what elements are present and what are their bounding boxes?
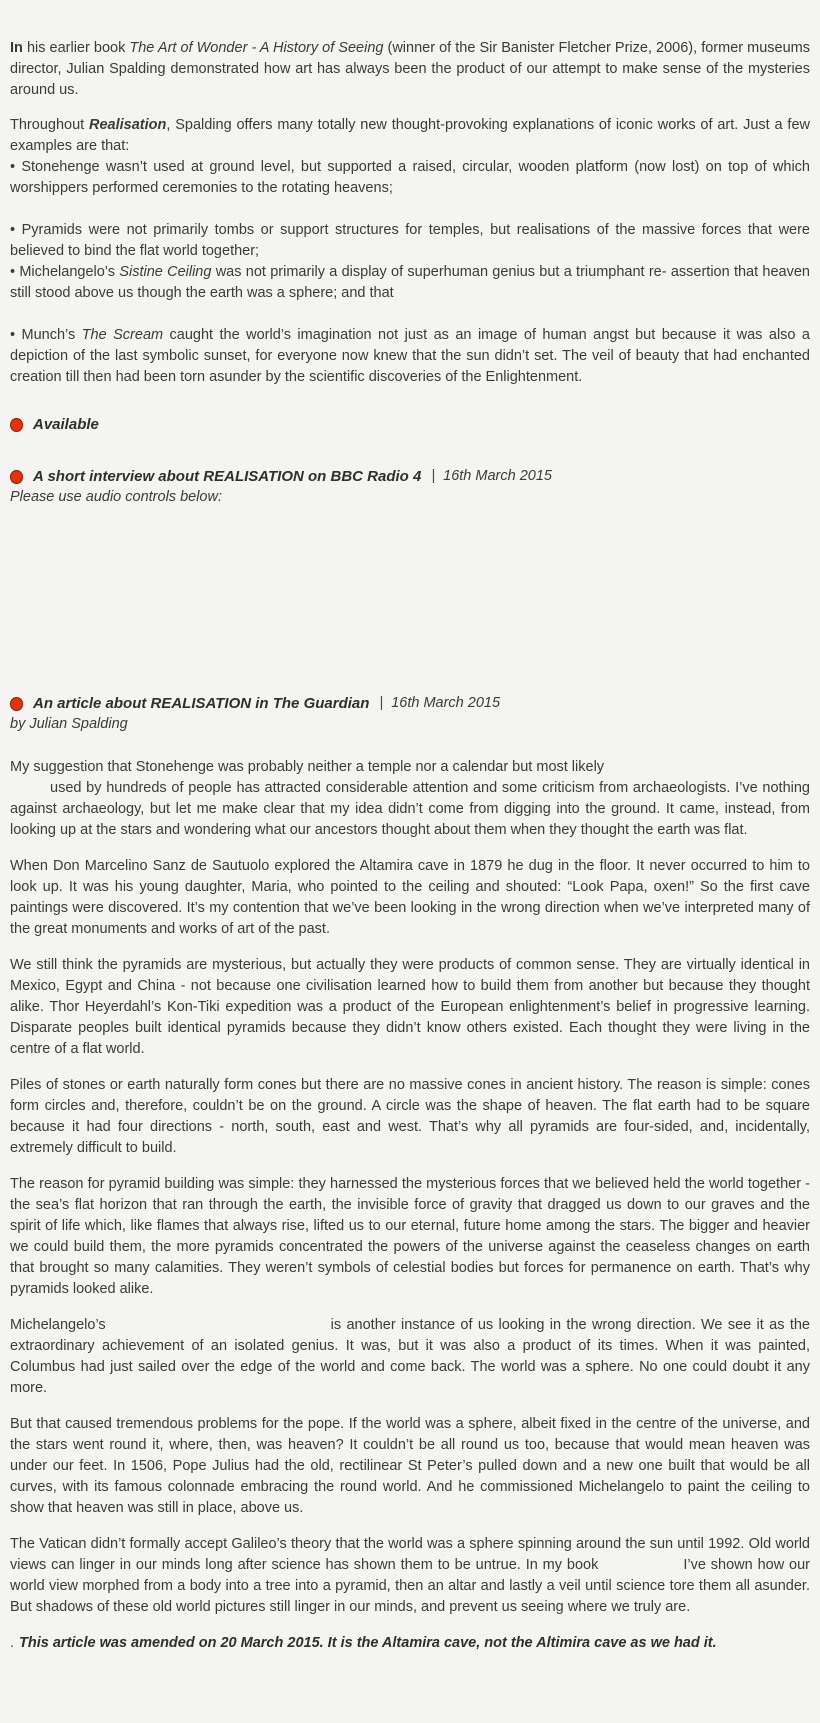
amendment-note bbox=[10, 1633, 810, 1654]
article-paragraph-8 bbox=[10, 1534, 810, 1618]
article-paragraph-7: But that caused tremendous problems for the pope. If the world was a sphere, albeit fixed in the centre of the universe, and the stars went round it, where, then, was heaven? It couldn’t be all round us too, because that would mean heaven was under our feet. In 1506, Pope Julius had the old, rectilinear St Peter’s pulled down and a new one built that would be all curves, with its famous colonnade embracing the round world. And he commissioned Michelangelo to paint the ceiling to show that heaven was still in place, above us. bbox=[10, 1416, 810, 1516]
claim-bullet-pyramids bbox=[10, 220, 810, 262]
paragraph-text: • Michelangelo’s bbox=[10, 264, 120, 280]
paragraph-text: The Vatican didn’t formally accept Galileo’s theory that the world was a sphere spinning around the sun until 1992. Old world views can linger in our minds long after science has shown them to be untrue. In my book bbox=[10, 1536, 810, 1573]
guardian-article-title[interactable]: An article about REALISATION in The Guardian bbox=[33, 695, 370, 712]
date-separator: | bbox=[379, 695, 384, 711]
paragraph-text: is another instance of us looking in the wrong direction. We see it as the extraordinary achievement of an isolated genius. It was, but it was also a product of its times. When it was painted, Columbus had just sailed over the edge of the world and come back. The world was a sphere. No one could doubt it any more. bbox=[10, 1317, 810, 1396]
amendment-prefix: . bbox=[10, 1635, 15, 1651]
date-separator: | bbox=[431, 468, 436, 484]
claim-bullet-michelangelo bbox=[10, 262, 810, 304]
bbc-interview-date: 16th March 2015 bbox=[443, 468, 552, 484]
paragraph-text: , Spalding offers many totally new thought-provoking explanations of iconic works of art. Just a few examples are that: bbox=[10, 117, 810, 154]
amendment-text: This article was amended on 20 March 2015. It is the Altamira cave, not the Altimira cave as we had it. bbox=[19, 1635, 717, 1651]
article-paragraph-1: used by hundreds of people has attracted considerable attention and some criticism from archaeologists. I’ve nothing against archaeology, but let me make clear that my idea didn’t come from digging into the ground. It came, instead, from looking up at the stars and wondering what our ancestors thought about them when they thought the earth was flat. bbox=[10, 780, 810, 838]
available-label: Available bbox=[33, 416, 99, 433]
bbc-interview-title[interactable]: A short interview about REALISATION on BBC Radio 4 bbox=[33, 468, 422, 485]
claim-bullet-munch bbox=[10, 325, 810, 388]
paragraph-text: Michelangelo’s bbox=[10, 1317, 106, 1333]
article-paragraph-2: When Don Marcelino Sanz de Sautuolo explored the Altamira cave in 1879 he dug in the floor. It never occurred to him to look up. It was his young daughter, Maria, who pointed to the ceiling and shouted: “Look Papa, oxen!” So the first cave paintings were discovered. It’s my contention that we’ve been looking in the wrong direction when we’ve interpreted many of the great monuments and works of art of the past. bbox=[10, 858, 810, 937]
red-bullet-icon bbox=[10, 470, 23, 484]
guardian-article-heading bbox=[10, 693, 810, 714]
byline: by Julian Spalding bbox=[10, 716, 128, 732]
intro-paragraph-1 bbox=[10, 38, 810, 101]
work-title-the-scream: The Scream bbox=[81, 327, 164, 343]
book-title-art-of-wonder: The Art of Wonder - A History of Seeing bbox=[129, 40, 384, 56]
paragraph-text: Throughout bbox=[10, 117, 89, 133]
paragraph-text: was not primarily a display of superhuman genius but a triumphant re- assertion that heaven still stood above us though the earth was a sphere; and that bbox=[10, 264, 810, 301]
paragraph-text: • Munch’s bbox=[10, 327, 82, 343]
article-paragraph-3: We still think the pyramids are mysterious, but actually they were products of common sense. They are virtually identical in Mexico, Egypt and China - not because one civilisation learned how to build them from another but because they thought alike. Thor Heyerdahl’s Kon-Tiki expedition was a product of the European enlightenment’s belief in progressive learning. Disparate peoples built identical pyramids because they didn’t know others existed. Each thought they were living in the centre of a flat world. bbox=[10, 957, 810, 1057]
bbc-interview-heading bbox=[10, 466, 810, 487]
article-paragraph-1-line1: My suggestion that Stonehenge was probably neither a temple nor a calendar but most likely bbox=[10, 759, 605, 775]
paragraph-text: his earlier book bbox=[22, 40, 130, 56]
work-title-sistine-ceiling: Sistine Ceiling bbox=[119, 264, 212, 280]
paragraph-text: • Stonehenge wasn’t used at ground level, but supported a raised, circular, wooden platform (now lost) on top of which worshippers performed ceremonies to the rotating heavens; bbox=[10, 159, 810, 196]
article-paragraph-5: The reason for pyramid building was simple: they harnessed the mysterious forces that we believed held the world together - the sea’s flat horizon that ran through the earth, the invisible force of gravity that dragged us down to our graves and the spirit of life which, like flames that always rise, lifted us to our eternal, future home among the stars. The bigger and heavier we could build them, the more pyramids concentrated the powers of the universe against the ceaseless changes on earth that brought so many calamities. They weren’t symbols of celestial bodies but forces for permanence on earth. That’s why pyramids looked alike. bbox=[10, 1176, 810, 1297]
paragraph-text: (winner of the Sir Banister Fletcher Prize, 2006), former museums director, Julian Spalding demonstrated how art has always been the product of our attempt to make sense of the mysteries around us. bbox=[10, 40, 811, 98]
paragraph-text: I’ve shown how our world view morphed from a body into a tree into a pyramid, then an altar and lastly a veil until science tore them all asunder. But shadows of these old world pictures still linger in our minds, and prevent us seeing where we truly are. bbox=[10, 1557, 811, 1615]
article-paragraph-6 bbox=[10, 1315, 810, 1399]
missing-link-gap bbox=[598, 1567, 683, 1569]
guardian-article-date: 16th March 2015 bbox=[391, 695, 501, 711]
paragraph-text: caught the world’s imagination not just as an image of human angst but because it was also a depiction of the last symbolic sunset, for everyone now knew that the sun didn’t set. The veil of beauty that had enchanted creation till then had been torn asunder by the scientific discoveries of the Enlightenment. bbox=[10, 327, 810, 385]
red-bullet-icon bbox=[10, 418, 23, 432]
book-title-realisation: Realisation bbox=[89, 117, 167, 133]
audio-note: Please use audio controls below: bbox=[10, 489, 222, 505]
audio-player-placeholder bbox=[10, 508, 810, 693]
lead-word: In bbox=[10, 40, 23, 56]
paragraph-text: • Pyramids were not primarily tombs or support structures for temples, but realisations of the massive forces that were believed to bind the flat world together; bbox=[10, 222, 810, 259]
available-heading bbox=[10, 414, 810, 435]
article-paragraph-4: Piles of stones or earth naturally form cones but there are no massive cones in ancient history. The reason is simple: cones form circles and, therefore, couldn’t be on the ground. A circle was the shape of heaven. The flat earth had to be square because it had four directions - north, south, east and west. That’s why all pyramids are four-sided, and, incidentally, extremely difficult to build. bbox=[10, 1077, 810, 1156]
claim-bullet-stonehenge bbox=[10, 157, 810, 199]
missing-link-gap bbox=[106, 1327, 331, 1329]
red-bullet-icon bbox=[10, 697, 23, 711]
intro-paragraph-2 bbox=[10, 115, 810, 157]
